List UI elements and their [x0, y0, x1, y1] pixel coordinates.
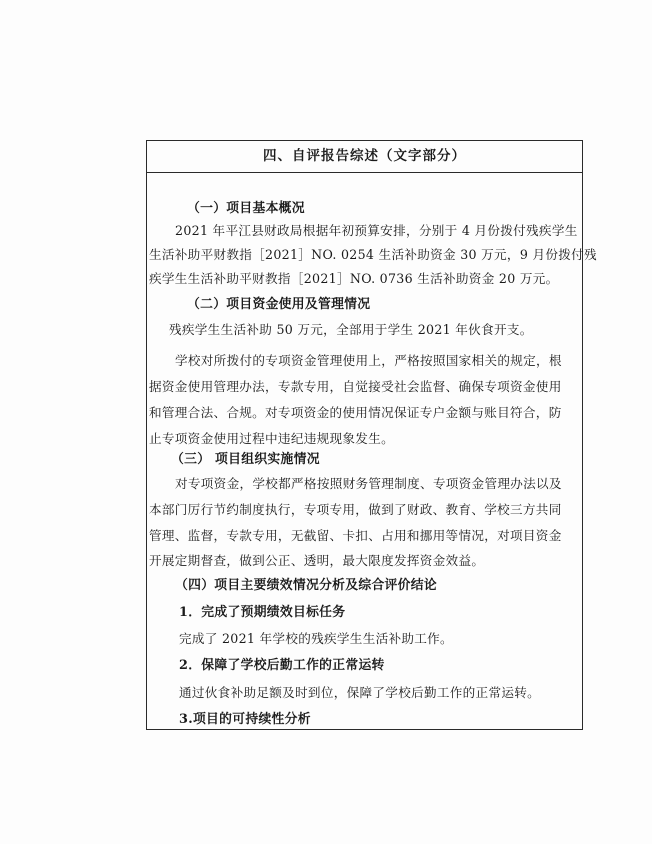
subsection-heading: 1．完成了预期绩效目标任务	[179, 605, 346, 620]
section-heading-1: （一）项目基本概况	[187, 201, 305, 216]
paragraph-line: 2021 年平江县财政局根据年初预算安排，分别于 4 月份拨付残疾学生	[175, 223, 578, 238]
paragraph-line: 学校对所拨付的专项资金管理使用上，严格按照国家相关的规定，根	[175, 353, 562, 368]
paragraph-line: 疾学生生活补助平财教指［2021］NO. 0736 生活补助资金 20 万元。	[149, 271, 559, 286]
subsection-heading: 3.项目的可持续性分析	[179, 712, 311, 727]
paragraph-line: 残疾学生生活补助 50 万元，全部用于学生 2021 年伙食开支。	[169, 322, 533, 337]
paragraph-line: 本部门厉行节约制度执行，专项专用，做到了财政、教育、学校三方共同	[149, 502, 562, 517]
paragraph-line: 对专项资金，学校都严格按照财务管理制度、专项资金管理办法以及	[175, 476, 562, 491]
section-heading-3: （三） 项目组织实施情况	[171, 452, 320, 467]
paragraph-line: 开展定期督查，做到公正、透明，最大限度发挥资金效益。	[149, 553, 485, 568]
section-heading-4: （四）项目主要绩效情况分析及综合评价结论	[175, 578, 437, 593]
paragraph-line: 通过伙食补助足额及时到位，保障了学校后勤工作的正常运转。	[179, 685, 541, 700]
paragraph-line: 管理、监督，专款专用，无截留、卡扣、占用和挪用等情况，对项目资金	[149, 528, 562, 543]
paragraph-line: 生活补助平财教指［2021］NO. 0254 生活补助资金 30 万元，9 月份拨付残	[149, 247, 597, 262]
paragraph-line: 和管理合法、合规。对专项资金的使用情况保证专户金额与账目符合，防	[149, 405, 562, 420]
report-title: 四、自评报告综述（文字部分）	[147, 141, 582, 173]
paragraph-line: 完成了 2021 年学校的残疾学生生活补助工作。	[179, 631, 453, 646]
section-heading-2: （二）项目资金使用及管理情况	[187, 297, 371, 312]
paragraph-line: 止专项资金使用过程中违纪违规现象发生。	[149, 431, 394, 446]
paragraph-line: 据资金使用管理办法，专款专用，自觉接受社会监督、确保专项资金使用	[149, 379, 562, 394]
report-table-frame	[146, 140, 597, 730]
subsection-heading: 2．保障了学校后勤工作的正常运转	[179, 658, 385, 673]
